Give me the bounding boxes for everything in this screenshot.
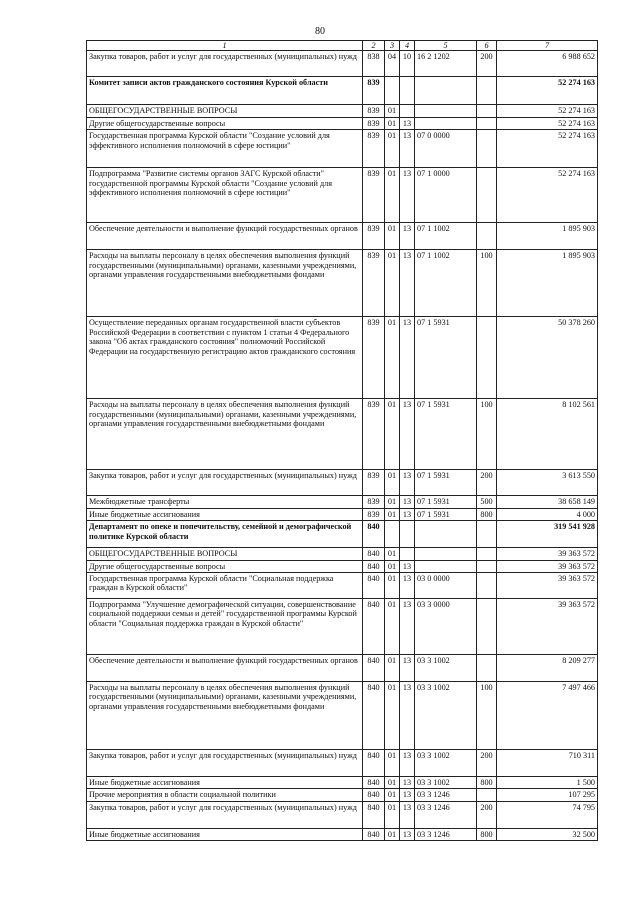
cell-section: 01 [385,168,400,223]
table-row [87,508,598,520]
cell-subsection: 13 [400,560,415,572]
table-row [87,681,598,749]
cell-target-article [415,105,477,117]
cell-section: 01 [385,399,400,470]
cell-grbs: 839 [363,105,385,117]
cell-sum: 39 363 572 [497,548,598,560]
cell-target-article: 07 1 5931 [415,317,477,399]
cell-name: Обеспечение деятельности и выполнение функций государственных органов [87,223,363,250]
cell-target-article: 07 1 1002 [415,223,477,250]
table-row [87,548,598,560]
cell-name: Другие общегосударственные вопросы [87,560,363,572]
cell-sum: 1 500 [497,776,598,788]
page-number: 80 [315,26,325,37]
cell-expense-type: 200 [477,749,497,776]
header-cell-name: 1 [87,41,363,51]
cell-sum: 74 795 [497,801,598,828]
cell-grbs: 840 [363,560,385,572]
cell-subsection: 10 [400,51,415,77]
cell-expense-type: 100 [477,250,497,317]
cell-section [385,521,400,548]
cell-section: 01 [385,223,400,250]
cell-expense-type: 800 [477,508,497,520]
cell-sum: 107 295 [497,789,598,801]
cell-sum: 39 363 572 [497,560,598,572]
cell-grbs: 839 [363,77,385,105]
cell-subsection: 13 [400,828,415,840]
cell-name: Осуществление переданных органам государственной власти субъектов Российской Федерации в соответствии с пунктом 1 статьи 4 Федерального закона "Об актах гражданского состояния" полномочий Российской Федерации на государственную регистрацию актов гражданского состояния [87,317,363,399]
cell-name: Подпрограмма "Улучшение демографической ситуации, совершенствование социальной поддержки семьи и детей" государственной программы Курской области "Социальная поддержка граждан в Курской области" [87,598,363,654]
cell-section: 01 [385,105,400,117]
cell-expense-type [477,117,497,129]
cell-grbs: 840 [363,776,385,788]
cell-section: 01 [385,572,400,598]
cell-section [385,77,400,105]
cell-target-article: 03 3 0000 [415,598,477,654]
table-row [87,223,598,250]
cell-grbs: 840 [363,548,385,560]
cell-target-article [415,521,477,548]
cell-sum: 52 274 163 [497,77,598,105]
cell-target-article: 03 3 1246 [415,789,477,801]
cell-name: Прочие мероприятия в области социальной политики [87,789,363,801]
cell-sum: 319 541 928 [497,521,598,548]
cell-expense-type: 100 [477,399,497,470]
cell-name: Закупка товаров, работ и услуг для государственных (муниципальных) нужд [87,51,363,77]
cell-name: Расходы на выплаты персоналу в целях обеспечения выполнения функций государственными (муниципальными) органами, казенными учреждениями, органами управления государственными внебюджетными фондами [87,681,363,749]
cell-expense-type [477,598,497,654]
cell-name: Иные бюджетные ассигнования [87,776,363,788]
table-row [87,117,598,129]
cell-sum: 8 209 277 [497,654,598,681]
table-row [87,749,598,776]
cell-expense-type [477,521,497,548]
cell-subsection: 13 [400,801,415,828]
table-row [87,654,598,681]
cell-section: 01 [385,470,400,496]
cell-section: 01 [385,654,400,681]
cell-target-article: 03 3 1246 [415,828,477,840]
header-cell-sum: 7 [497,41,598,51]
cell-name: ОБЩЕГОСУДАРСТВЕННЫЕ ВОПРОСЫ [87,548,363,560]
cell-section: 01 [385,250,400,317]
cell-name: Обеспечение деятельности и выполнение функций государственных органов [87,654,363,681]
cell-grbs: 840 [363,801,385,828]
header-cell-section: 3 [385,41,400,51]
cell-section: 01 [385,776,400,788]
cell-target-article: 07 0 0000 [415,130,477,168]
cell-subsection: 13 [400,598,415,654]
cell-grbs: 840 [363,572,385,598]
cell-subsection: 13 [400,168,415,223]
table-row [87,598,598,654]
cell-grbs: 839 [363,117,385,129]
cell-name: Комитет записи актов гражданского состояния Курской области [87,77,363,105]
cell-section: 01 [385,508,400,520]
cell-sum: 1 895 903 [497,223,598,250]
cell-target-article: 07 1 0000 [415,168,477,223]
cell-section: 01 [385,681,400,749]
cell-section: 01 [385,801,400,828]
cell-expense-type: 100 [477,681,497,749]
cell-target-article: 07 1 5931 [415,399,477,470]
cell-target-article: 03 3 1002 [415,681,477,749]
cell-grbs: 840 [363,681,385,749]
cell-section: 01 [385,117,400,129]
cell-grbs: 839 [363,508,385,520]
cell-grbs: 839 [363,399,385,470]
cell-target-article: 03 3 1246 [415,801,477,828]
cell-section: 01 [385,789,400,801]
cell-target-article [415,560,477,572]
cell-name: Закупка товаров, работ и услуг для государственных (муниципальных) нужд [87,470,363,496]
cell-subsection: 13 [400,496,415,508]
table-row [87,560,598,572]
cell-expense-type [477,548,497,560]
cell-target-article: 07 1 5931 [415,496,477,508]
cell-grbs: 839 [363,496,385,508]
cell-target-article [415,117,477,129]
cell-sum: 1 895 903 [497,250,598,317]
cell-subsection: 13 [400,776,415,788]
cell-name: Другие общегосударственные вопросы [87,117,363,129]
table-row [87,789,598,801]
header-cell-target-article: 5 [415,41,477,51]
table-row [87,470,598,496]
cell-name: Государственная программа Курской области "Социальная поддержка граждан в Курской области" [87,572,363,598]
table-row [87,828,598,840]
table-row [87,801,598,828]
cell-expense-type [477,77,497,105]
cell-target-article: 16 2 1202 [415,51,477,77]
cell-subsection: 13 [400,399,415,470]
cell-expense-type [477,317,497,399]
cell-name: ОБЩЕГОСУДАРСТВЕННЫЕ ВОПРОСЫ [87,105,363,117]
header-cell-expense-type: 6 [477,41,497,51]
cell-section: 01 [385,749,400,776]
cell-sum: 3 613 550 [497,470,598,496]
budget-table [86,40,598,841]
cell-name: Иные бюджетные ассигнования [87,828,363,840]
cell-subsection: 13 [400,130,415,168]
cell-sum: 52 274 163 [497,105,598,117]
cell-name: Государственная программа Курской области "Создание условий для эффективного исполнения полномочий в сфере юстиции" [87,130,363,168]
cell-expense-type [477,168,497,223]
cell-subsection [400,548,415,560]
cell-section: 04 [385,51,400,77]
cell-target-article [415,77,477,105]
cell-grbs: 840 [363,789,385,801]
header-row [87,41,598,51]
cell-target-article: 03 3 1002 [415,654,477,681]
cell-sum: 39 363 572 [497,598,598,654]
table-row [87,496,598,508]
cell-target-article: 03 3 1002 [415,776,477,788]
header-cell-grbs: 2 [363,41,385,51]
cell-grbs: 838 [363,51,385,77]
cell-grbs: 839 [363,470,385,496]
cell-subsection: 13 [400,572,415,598]
cell-grbs: 839 [363,317,385,399]
cell-subsection: 13 [400,250,415,317]
cell-subsection: 13 [400,789,415,801]
table-row [87,317,598,399]
cell-target-article: 07 1 5931 [415,508,477,520]
cell-subsection [400,521,415,548]
cell-name: Департамент по опеке и попечительству, семейной и демографической политике Курской области [87,521,363,548]
table-row [87,105,598,117]
cell-sum: 39 363 572 [497,572,598,598]
cell-section: 01 [385,496,400,508]
cell-name: Иные бюджетные ассигнования [87,508,363,520]
cell-target-article: 03 0 0000 [415,572,477,598]
table-row [87,521,598,548]
cell-grbs: 840 [363,598,385,654]
cell-grbs: 839 [363,168,385,223]
cell-sum: 52 274 163 [497,168,598,223]
cell-expense-type: 200 [477,51,497,77]
cell-expense-type [477,572,497,598]
cell-target-article: 07 1 5931 [415,470,477,496]
cell-subsection [400,77,415,105]
table-row [87,77,598,105]
cell-expense-type [477,789,497,801]
cell-expense-type: 800 [477,828,497,840]
cell-section: 01 [385,560,400,572]
cell-grbs: 839 [363,250,385,317]
table-row [87,399,598,470]
cell-sum: 38 658 149 [497,496,598,508]
cell-sum: 7 497 466 [497,681,598,749]
table-row [87,572,598,598]
cell-expense-type [477,560,497,572]
cell-subsection: 13 [400,654,415,681]
cell-subsection [400,105,415,117]
cell-grbs: 839 [363,130,385,168]
table-row [87,130,598,168]
cell-expense-type [477,654,497,681]
cell-section: 01 [385,130,400,168]
cell-expense-type: 200 [477,470,497,496]
table-row [87,776,598,788]
cell-sum: 4 000 [497,508,598,520]
cell-target-article: 03 3 1002 [415,749,477,776]
cell-grbs: 840 [363,654,385,681]
cell-subsection: 13 [400,508,415,520]
cell-expense-type [477,105,497,117]
cell-subsection: 13 [400,317,415,399]
cell-subsection: 13 [400,223,415,250]
cell-expense-type: 200 [477,801,497,828]
table-row [87,250,598,317]
cell-expense-type [477,130,497,168]
cell-grbs: 839 [363,223,385,250]
cell-subsection: 13 [400,749,415,776]
cell-section: 01 [385,828,400,840]
cell-subsection: 13 [400,470,415,496]
cell-sum: 710 311 [497,749,598,776]
cell-section: 01 [385,548,400,560]
cell-name: Подпрограмма "Развитие системы органов ЗАГС Курской области" государственной программы Курской области "Создание условий для эффективного исполнения полномочий в сфере юстиции" [87,168,363,223]
cell-expense-type: 800 [477,776,497,788]
cell-section: 01 [385,317,400,399]
cell-grbs: 840 [363,521,385,548]
cell-grbs: 840 [363,828,385,840]
cell-expense-type: 500 [477,496,497,508]
cell-name: Межбюджетные трансферты [87,496,363,508]
cell-sum: 32 500 [497,828,598,840]
cell-name: Закупка товаров, работ и услуг для государственных (муниципальных) нужд [87,749,363,776]
cell-name: Закупка товаров, работ и услуг для государственных (муниципальных) нужд [87,801,363,828]
cell-sum: 52 274 163 [497,117,598,129]
table-row [87,168,598,223]
cell-sum: 52 274 163 [497,130,598,168]
cell-sum: 50 378 260 [497,317,598,399]
header-cell-subsection: 4 [400,41,415,51]
table-row [87,51,598,77]
table-body [87,51,598,841]
cell-grbs: 840 [363,749,385,776]
cell-name: Расходы на выплаты персоналу в целях обеспечения выполнения функций государственными (муниципальными) органами, казенными учреждениями, органами управления государственными внебюджетными фондами [87,399,363,470]
cell-target-article: 07 1 1002 [415,250,477,317]
cell-target-article [415,548,477,560]
cell-sum: 8 102 561 [497,399,598,470]
cell-subsection: 13 [400,117,415,129]
cell-sum: 6 988 652 [497,51,598,77]
cell-section: 01 [385,598,400,654]
cell-name: Расходы на выплаты персоналу в целях обеспечения выполнения функций государственными (муниципальными) органами, казенными учреждениями, органами управления государственными внебюджетными фондами [87,250,363,317]
cell-expense-type [477,223,497,250]
cell-subsection: 13 [400,681,415,749]
